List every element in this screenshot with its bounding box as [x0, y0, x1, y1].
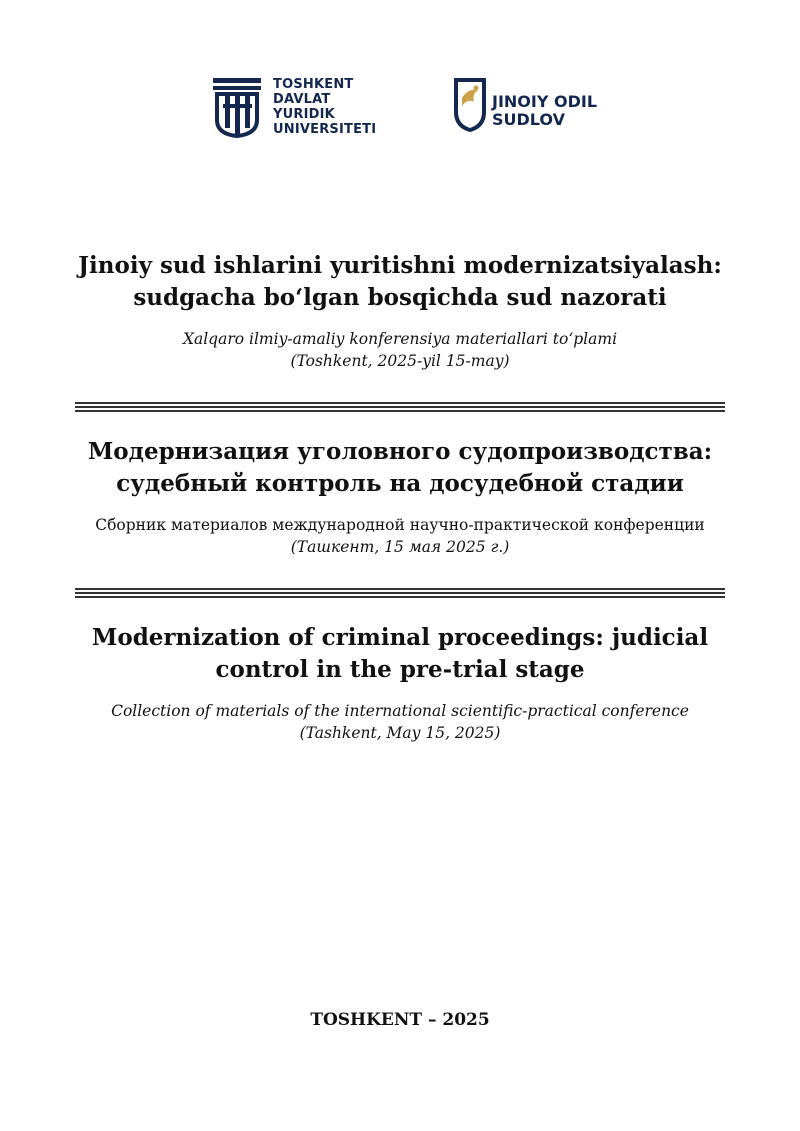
bird-shield-icon — [452, 76, 488, 132]
english-title-block — [60, 622, 740, 744]
section-divider — [75, 402, 725, 412]
logos-header — [0, 72, 800, 142]
russian-title-line-1: Модернизация уголовного судопроизводства: — [87, 438, 713, 465]
uzbek-subtitle-line-1: Xalqaro ilmiy-amaliy konferensiya materiallari toʻplami — [182, 330, 618, 348]
jos-name: JINOIY ODIL SUDLOV — [492, 92, 598, 129]
english-subtitle-line-2: (Tashkent, May 15, 2025) — [299, 724, 501, 742]
section-divider — [75, 588, 725, 598]
english-title-line-2: control in the pre-trial stage — [215, 656, 585, 683]
tsul-logo — [211, 76, 376, 138]
tsul-emblem-icon — [211, 76, 263, 138]
russian-title-block — [60, 436, 740, 558]
russian-subtitle-line-2: (Ташкент, 15 мая 2025 г.) — [290, 538, 510, 556]
jinoiy-odil-sudlov-logo — [452, 76, 597, 132]
russian-title-line-2: судебный контроль на досудебной стадии — [116, 470, 684, 497]
uzbek-title-line-1: Jinoiy sud ishlarini yuritishni modernizatsiyalash: — [78, 252, 722, 279]
place-and-year: TOSHKENT – 2025 — [310, 1010, 490, 1030]
english-title-line-1: Modernization of criminal proceedings: judicial — [91, 624, 709, 651]
uzbek-title-block — [60, 250, 740, 372]
russian-subtitle-line-1: Сборник материалов международной научно-практической конференции — [95, 516, 705, 534]
english-subtitle-line-1: Collection of materials of the international scientific-practical conference — [111, 702, 689, 720]
uzbek-title-line-2: sudgacha boʻlgan bosqichda sud nazorati — [133, 284, 667, 311]
tsul-name: TOSHKENT DAVLAT YURIDIK UNIVERSITETI — [273, 77, 377, 137]
uzbek-subtitle-line-2: (Toshkent, 2025-yil 15-may) — [290, 352, 510, 370]
